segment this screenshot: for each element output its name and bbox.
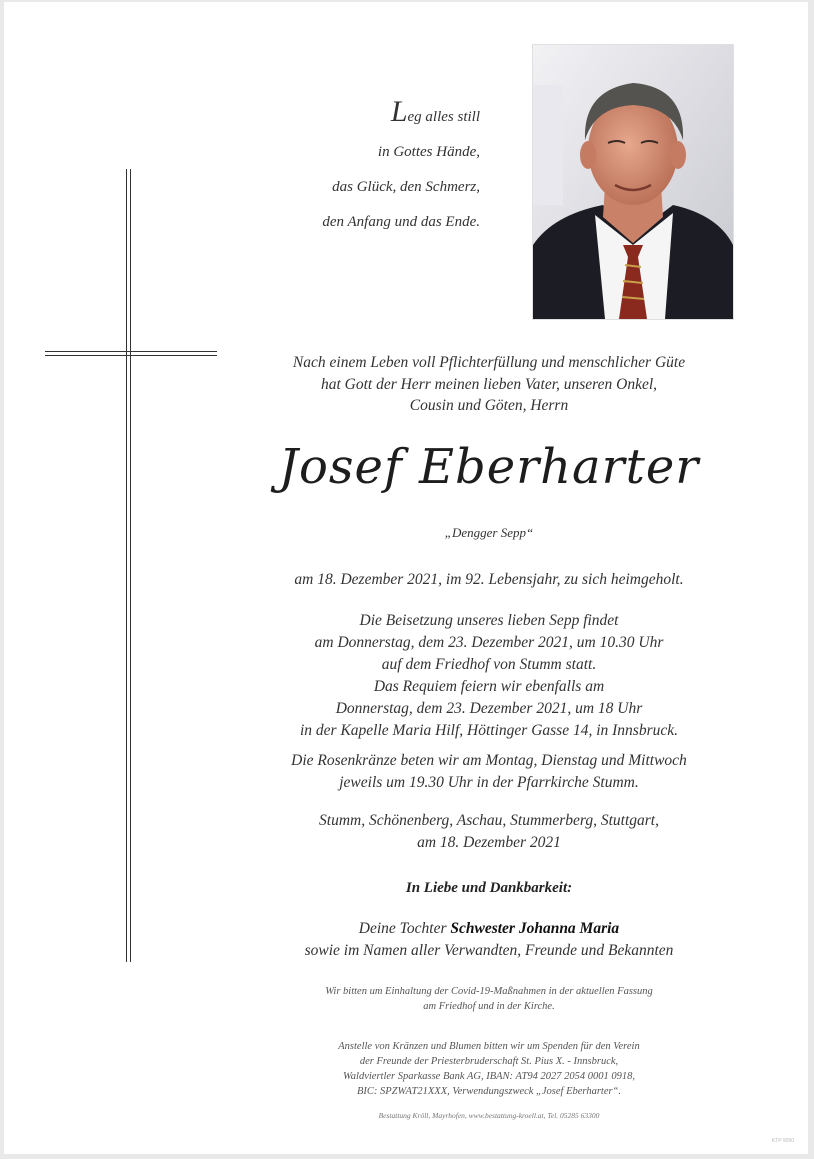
donation-line: Anstelle von Kränzen und Blumen bitten wir um Spenden für den Verein	[338, 1041, 640, 1052]
family-line	[264, 918, 714, 940]
poem-line: den Anfang und das Ende.	[322, 214, 480, 230]
cross-vertical-line	[126, 169, 127, 962]
poem-first-line: eg alles still	[407, 109, 480, 125]
corner-mark: KTP 9090	[771, 1138, 794, 1144]
covid-notice	[264, 984, 714, 1014]
intro-text	[264, 352, 714, 417]
nickname: „Dengger Sepp“	[444, 525, 534, 540]
rosary-details	[264, 750, 714, 794]
funeral-line: Das Requiem feiern wir ebenfalls am	[373, 678, 605, 695]
donation-line: BIC: SPZWAT21XXX, Verwendungszweck „Josef Eberharter“.	[356, 1086, 622, 1097]
poem-dropcap: L	[390, 95, 408, 128]
intro-line: Cousin und Göten, Herrn	[409, 397, 569, 414]
rosary-line: Die Rosenkränze beten wir am Montag, Dienstag und Mittwoch	[291, 752, 687, 769]
cross-vertical-line	[130, 169, 131, 962]
funeral-line: Donnerstag, dem 23. Dezember 2021, um 18 Uhr	[335, 700, 643, 717]
covid-line: am Friedhof und in der Kirche.	[423, 1001, 555, 1012]
portrait-photo	[532, 44, 734, 320]
family-line: sowie im Namen aller Verwandten, Freunde und Bekannten	[304, 942, 674, 959]
donation-line: der Freunde der Priesterbruderschaft St. Pius X. - Innsbruck,	[359, 1056, 619, 1067]
poem-line: in Gottes Hände,	[377, 144, 480, 160]
undertaker-footer: Bestattung Kröll, Mayrhofen, www.bestattung-kroell.at, Tel. 05285 63300	[378, 1111, 600, 1120]
family-name: Schwester Johanna Maria	[450, 920, 620, 937]
funeral-line: Die Beisetzung unseres lieben Sepp findet	[359, 612, 619, 629]
place-line: am 18. Dezember 2021	[417, 834, 561, 851]
funeral-line: auf dem Friedhof von Stumm statt.	[381, 656, 597, 673]
obituary-sheet	[4, 2, 808, 1154]
love-heading: In Liebe und Dankbarkeit:	[405, 880, 573, 896]
cross-horizontal-line	[45, 351, 217, 352]
poem-line: das Glück, den Schmerz,	[332, 179, 480, 195]
funeral-line: in der Kapelle Maria Hilf, Höttinger Gasse 14, in Innsbruck.	[300, 722, 678, 739]
deceased-name: Josef Eberharter	[278, 439, 700, 495]
funeral-details	[264, 610, 714, 742]
family-signature	[264, 918, 714, 962]
place-line: Stumm, Schönenberg, Aschau, Stummerberg, Stuttgart,	[319, 812, 659, 829]
funeral-line: am Donnerstag, dem 23. Dezember 2021, um 10.30 Uhr	[314, 634, 664, 651]
rosary-line: jeweils um 19.30 Uhr in der Pfarrkirche Stumm.	[339, 774, 639, 791]
intro-line: hat Gott der Herr meinen lieben Vater, unseren Onkel,	[320, 375, 658, 393]
death-date: am 18. Dezember 2021, im 92. Lebensjahr, zu sich heimgeholt.	[294, 571, 684, 588]
donation-line: Waldviertler Sparkasse Bank AG, IBAN: AT94 2027 2054 0001 0918,	[343, 1071, 635, 1082]
place-date	[264, 810, 714, 854]
donation-notice	[264, 1039, 714, 1099]
memorial-poem	[284, 95, 480, 240]
poem-line	[284, 95, 480, 135]
portrait-illustration	[533, 45, 733, 319]
intro-line: Nach einem Leben voll Pflichterfüllung und menschlicher Güte	[292, 354, 686, 371]
cross-horizontal-line	[45, 355, 217, 356]
family-prefix: Deine Tochter	[358, 920, 451, 937]
covid-line: Wir bitten um Einhaltung der Covid-19-Maßnahmen in der aktuellen Fassung	[325, 986, 653, 997]
